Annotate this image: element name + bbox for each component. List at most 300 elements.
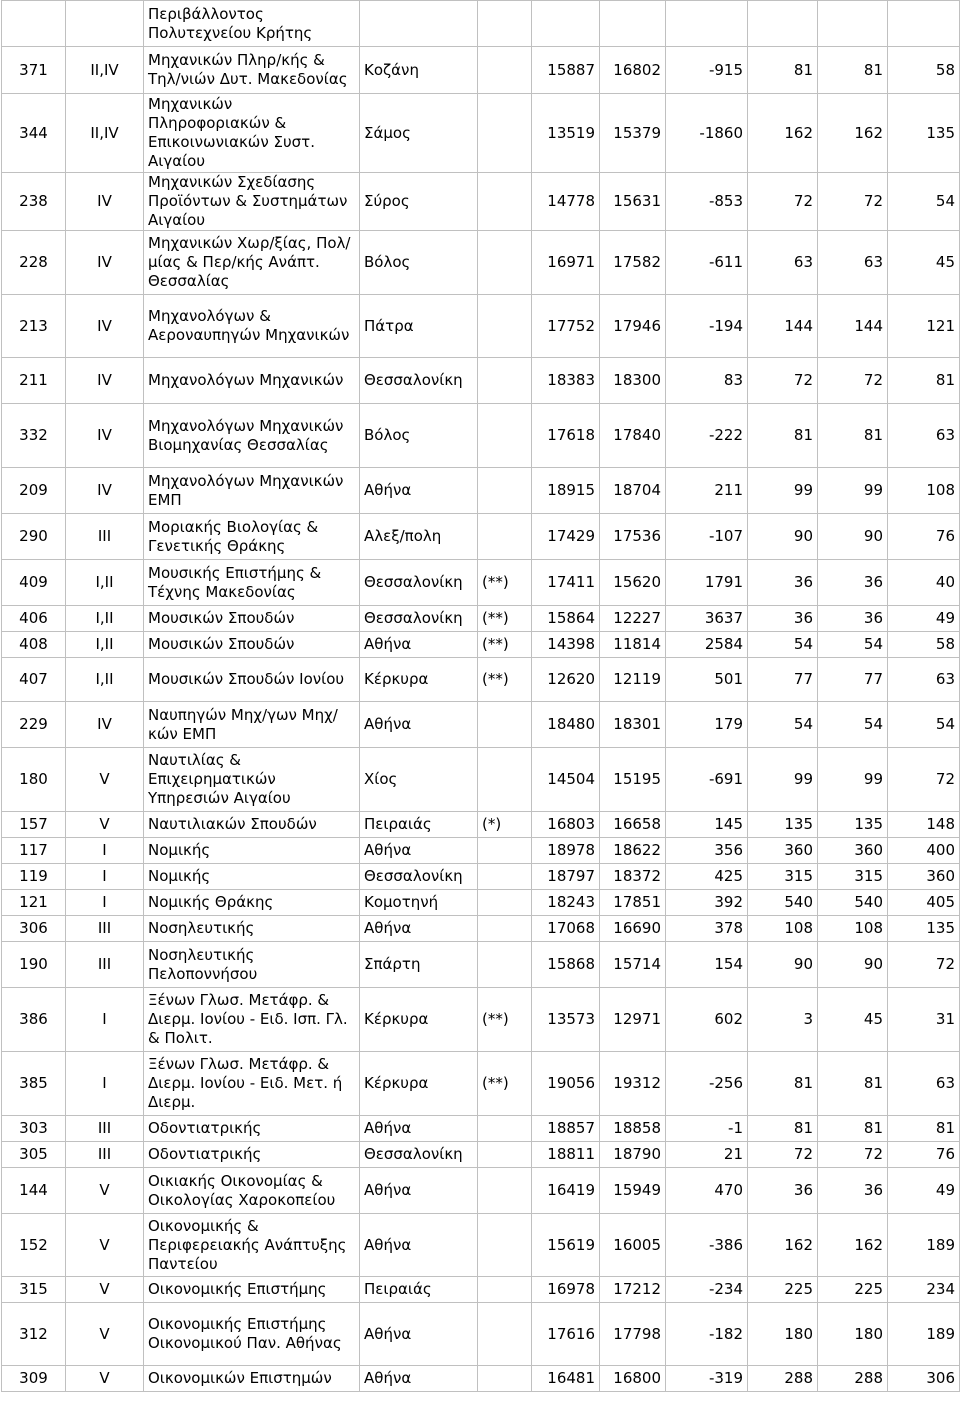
table-row [2, 1, 960, 47]
scientific-field-cell: IV [66, 295, 144, 358]
note-cell [478, 404, 532, 468]
scientific-field-cell: I [66, 1052, 144, 1116]
admitted-cell: 99 [818, 468, 888, 514]
admitted-cell: 54 [818, 632, 888, 658]
department-name-cell: Οικονομικής Επιστήμης Οικονομικού Παν. Αθήνας [144, 1303, 360, 1366]
note-cell [478, 1116, 532, 1142]
department-name-cell: Μηχανολόγων Μηχανικών Βιομηχανίας Θεσσαλίας [144, 404, 360, 468]
score-previous-cell: 17536 [600, 514, 666, 560]
score-previous-cell: 18372 [600, 864, 666, 890]
scientific-field-cell: V [66, 812, 144, 838]
places-cell: 108 [748, 916, 818, 942]
score-difference-cell: -853 [666, 173, 748, 231]
admitted-cell: 144 [818, 295, 888, 358]
results-table [1, 0, 960, 1392]
department-name-cell: Μηχανολόγων & Αεροναυπηγών Μηχανικών [144, 295, 360, 358]
note-cell [478, 295, 532, 358]
score-current-cell: 14398 [532, 632, 600, 658]
score-previous-cell: 18858 [600, 1116, 666, 1142]
scientific-field-cell: V [66, 1168, 144, 1214]
admitted-cell: 315 [818, 864, 888, 890]
score-difference-cell: 83 [666, 358, 748, 404]
score-previous-cell: 16005 [600, 1214, 666, 1277]
scientific-field-cell: V [66, 1303, 144, 1366]
note-cell: (**) [478, 632, 532, 658]
scientific-field-cell: I,II [66, 606, 144, 632]
department-name-cell: Οδοντιατρικής [144, 1116, 360, 1142]
score-current-cell: 13519 [532, 94, 600, 173]
score-previous-cell: 17798 [600, 1303, 666, 1366]
table-row [2, 1116, 960, 1142]
scientific-field-cell: I,II [66, 560, 144, 606]
department-code-cell: 305 [2, 1142, 66, 1168]
admitted-cell [818, 1, 888, 47]
score-previous-cell: 17840 [600, 404, 666, 468]
previous-places-cell: 360 [888, 864, 960, 890]
places-cell: 54 [748, 702, 818, 748]
score-previous-cell: 16690 [600, 916, 666, 942]
score-previous-cell: 15714 [600, 942, 666, 988]
admitted-cell: 36 [818, 560, 888, 606]
scientific-field-cell: IV [66, 404, 144, 468]
department-code-cell: 306 [2, 916, 66, 942]
places-cell: 36 [748, 606, 818, 632]
department-code-cell [2, 1, 66, 47]
scientific-field-cell: IV [66, 173, 144, 231]
previous-places-cell: 72 [888, 748, 960, 812]
score-difference-cell: 602 [666, 988, 748, 1052]
city-cell [360, 1, 478, 47]
places-cell: 225 [748, 1277, 818, 1303]
scientific-field-cell: III [66, 916, 144, 942]
score-current-cell: 17752 [532, 295, 600, 358]
table-row [2, 864, 960, 890]
places-cell: 162 [748, 1214, 818, 1277]
score-current-cell: 17618 [532, 404, 600, 468]
department-code-cell: 211 [2, 358, 66, 404]
score-previous-cell [600, 1, 666, 47]
department-code-cell: 407 [2, 658, 66, 702]
table-row [2, 838, 960, 864]
previous-places-cell: 234 [888, 1277, 960, 1303]
city-cell: Αθήνα [360, 838, 478, 864]
score-previous-cell: 16802 [600, 47, 666, 94]
city-cell: Αθήνα [360, 702, 478, 748]
admitted-cell: 225 [818, 1277, 888, 1303]
department-name-cell: Ναυτιλίας & Επιχειρηματικών Υπηρεσιών Αιγαίου [144, 748, 360, 812]
admitted-cell: 72 [818, 1142, 888, 1168]
department-name-cell: Νοσηλευτικής Πελοποννήσου [144, 942, 360, 988]
table-row [2, 1214, 960, 1277]
department-name-cell: Νομικής [144, 864, 360, 890]
score-difference-cell: 154 [666, 942, 748, 988]
department-code-cell: 385 [2, 1052, 66, 1116]
city-cell: Κέρκυρα [360, 658, 478, 702]
score-current-cell: 18915 [532, 468, 600, 514]
scientific-field-cell: I [66, 988, 144, 1052]
scientific-field-cell: IV [66, 231, 144, 295]
department-code-cell: 229 [2, 702, 66, 748]
scientific-field-cell: I [66, 890, 144, 916]
score-difference-cell: 21 [666, 1142, 748, 1168]
admitted-cell: 99 [818, 748, 888, 812]
city-cell: Αθήνα [360, 1116, 478, 1142]
city-cell: Σάμος [360, 94, 478, 173]
places-cell: 36 [748, 560, 818, 606]
department-code-cell: 332 [2, 404, 66, 468]
score-current-cell: 16803 [532, 812, 600, 838]
previous-places-cell: 63 [888, 404, 960, 468]
score-difference-cell: -256 [666, 1052, 748, 1116]
previous-places-cell: 121 [888, 295, 960, 358]
table-row [2, 658, 960, 702]
score-previous-cell: 16658 [600, 812, 666, 838]
score-current-cell: 13573 [532, 988, 600, 1052]
table-row [2, 1303, 960, 1366]
score-current-cell: 16978 [532, 1277, 600, 1303]
places-cell: 99 [748, 748, 818, 812]
table-row [2, 890, 960, 916]
city-cell: Κέρκυρα [360, 1052, 478, 1116]
previous-places-cell: 76 [888, 514, 960, 560]
admitted-cell: 540 [818, 890, 888, 916]
places-cell: 90 [748, 514, 818, 560]
score-previous-cell: 18622 [600, 838, 666, 864]
places-cell: 90 [748, 942, 818, 988]
department-name-cell: Μηχανικών Σχεδίασης Προϊόντων & Συστημάτων Αιγαίου [144, 173, 360, 231]
score-difference-cell: -386 [666, 1214, 748, 1277]
department-name-cell: Μηχανολόγων Μηχανικών [144, 358, 360, 404]
score-previous-cell: 17946 [600, 295, 666, 358]
department-name-cell: Ναυπηγών Μηχ/γων Μηχ/κών ΕΜΠ [144, 702, 360, 748]
scientific-field-cell: V [66, 748, 144, 812]
table-row [2, 632, 960, 658]
score-previous-cell: 15631 [600, 173, 666, 231]
note-cell [478, 1168, 532, 1214]
places-cell: 540 [748, 890, 818, 916]
places-cell: 72 [748, 358, 818, 404]
note-cell [478, 1214, 532, 1277]
score-difference-cell: 378 [666, 916, 748, 942]
scientific-field-cell: II,IV [66, 94, 144, 173]
note-cell: (**) [478, 658, 532, 702]
score-current-cell: 15864 [532, 606, 600, 632]
score-current-cell: 14504 [532, 748, 600, 812]
admitted-cell: 72 [818, 173, 888, 231]
admitted-cell: 54 [818, 702, 888, 748]
previous-places-cell: 81 [888, 1116, 960, 1142]
score-previous-cell: 18301 [600, 702, 666, 748]
note-cell [478, 748, 532, 812]
places-cell: 72 [748, 1142, 818, 1168]
scientific-field-cell: I,II [66, 632, 144, 658]
table-row [2, 1052, 960, 1116]
previous-places-cell: 81 [888, 358, 960, 404]
score-current-cell: 18797 [532, 864, 600, 890]
note-cell [478, 864, 532, 890]
department-name-cell: Μουσικών Σπουδών [144, 606, 360, 632]
previous-places-cell: 63 [888, 1052, 960, 1116]
note-cell [478, 514, 532, 560]
department-code-cell: 144 [2, 1168, 66, 1214]
department-code-cell: 315 [2, 1277, 66, 1303]
score-difference-cell [666, 1, 748, 47]
previous-places-cell: 49 [888, 606, 960, 632]
table-row [2, 94, 960, 173]
note-cell [478, 942, 532, 988]
previous-places-cell: 189 [888, 1303, 960, 1366]
department-code-cell: 290 [2, 514, 66, 560]
score-difference-cell: -319 [666, 1366, 748, 1392]
places-cell: 288 [748, 1366, 818, 1392]
admitted-cell: 72 [818, 358, 888, 404]
score-difference-cell: -915 [666, 47, 748, 94]
score-difference-cell: 501 [666, 658, 748, 702]
places-cell: 162 [748, 94, 818, 173]
score-difference-cell: 392 [666, 890, 748, 916]
department-code-cell: 344 [2, 94, 66, 173]
admitted-cell: 81 [818, 1116, 888, 1142]
admitted-cell: 81 [818, 1052, 888, 1116]
scientific-field-cell: III [66, 942, 144, 988]
table-row [2, 702, 960, 748]
places-cell: 36 [748, 1168, 818, 1214]
table-row [2, 468, 960, 514]
score-current-cell: 18857 [532, 1116, 600, 1142]
city-cell: Χίος [360, 748, 478, 812]
score-difference-cell: 356 [666, 838, 748, 864]
scientific-field-cell: V [66, 1366, 144, 1392]
city-cell: Κέρκυρα [360, 988, 478, 1052]
score-previous-cell: 17851 [600, 890, 666, 916]
places-cell: 3 [748, 988, 818, 1052]
note-cell [478, 890, 532, 916]
note-cell [478, 1, 532, 47]
score-previous-cell: 19312 [600, 1052, 666, 1116]
department-name-cell: Μηχανικών Πληρ/κής & Τηλ/νιών Δυτ. Μακεδονίας [144, 47, 360, 94]
places-cell: 72 [748, 173, 818, 231]
scientific-field-cell: I [66, 864, 144, 890]
scientific-field-cell: I,II [66, 658, 144, 702]
city-cell: Αθήνα [360, 632, 478, 658]
admitted-cell: 36 [818, 1168, 888, 1214]
score-current-cell: 18243 [532, 890, 600, 916]
score-previous-cell: 17212 [600, 1277, 666, 1303]
note-cell [478, 1303, 532, 1366]
table-row [2, 1366, 960, 1392]
previous-places-cell: 189 [888, 1214, 960, 1277]
score-difference-cell: 3637 [666, 606, 748, 632]
note-cell [478, 916, 532, 942]
admitted-cell: 45 [818, 988, 888, 1052]
score-previous-cell: 15195 [600, 748, 666, 812]
scientific-field-cell: V [66, 1214, 144, 1277]
city-cell: Σύρος [360, 173, 478, 231]
table-body [2, 1, 960, 1392]
admitted-cell: 90 [818, 942, 888, 988]
department-code-cell: 406 [2, 606, 66, 632]
city-cell: Θεσσαλονίκη [360, 560, 478, 606]
department-name-cell: Μηχανικών Πληροφοριακών & Επικοινωνιακών Συστ. Αιγαίου [144, 94, 360, 173]
table-row [2, 748, 960, 812]
department-code-cell: 312 [2, 1303, 66, 1366]
previous-places-cell: 405 [888, 890, 960, 916]
places-cell: 63 [748, 231, 818, 295]
admitted-cell: 135 [818, 812, 888, 838]
department-name-cell: Οικιακής Οικονομίας & Οικολογίας Χαροκοπείου [144, 1168, 360, 1214]
department-code-cell: 213 [2, 295, 66, 358]
places-cell: 180 [748, 1303, 818, 1366]
score-previous-cell: 15379 [600, 94, 666, 173]
score-previous-cell: 15949 [600, 1168, 666, 1214]
previous-places-cell: 63 [888, 658, 960, 702]
department-name-cell: Νομικής [144, 838, 360, 864]
previous-places-cell: 31 [888, 988, 960, 1052]
previous-places-cell: 58 [888, 47, 960, 94]
score-previous-cell: 16800 [600, 1366, 666, 1392]
table-row [2, 942, 960, 988]
department-name-cell: Μηχανικών Χωρ/ξίας, Πολ/μίας & Περ/κής Ανάπτ. Θεσσαλίας [144, 231, 360, 295]
note-cell [478, 1366, 532, 1392]
city-cell: Αθήνα [360, 1214, 478, 1277]
previous-places-cell: 108 [888, 468, 960, 514]
score-difference-cell: 211 [666, 468, 748, 514]
score-current-cell [532, 1, 600, 47]
department-name-cell: Μηχανολόγων Μηχανικών ΕΜΠ [144, 468, 360, 514]
previous-places-cell: 45 [888, 231, 960, 295]
department-code-cell: 157 [2, 812, 66, 838]
table-row [2, 295, 960, 358]
city-cell: Θεσσαλονίκη [360, 1142, 478, 1168]
places-cell: 99 [748, 468, 818, 514]
note-cell [478, 231, 532, 295]
places-cell: 81 [748, 404, 818, 468]
score-current-cell: 16419 [532, 1168, 600, 1214]
note-cell [478, 173, 532, 231]
department-code-cell: 180 [2, 748, 66, 812]
score-current-cell: 15868 [532, 942, 600, 988]
note-cell [478, 47, 532, 94]
score-difference-cell: 470 [666, 1168, 748, 1214]
previous-places-cell: 58 [888, 632, 960, 658]
score-previous-cell: 17582 [600, 231, 666, 295]
note-cell: (**) [478, 1052, 532, 1116]
score-previous-cell: 11814 [600, 632, 666, 658]
score-difference-cell: -1 [666, 1116, 748, 1142]
note-cell: (**) [478, 988, 532, 1052]
city-cell: Αθήνα [360, 916, 478, 942]
score-difference-cell: -234 [666, 1277, 748, 1303]
admitted-cell: 77 [818, 658, 888, 702]
score-previous-cell: 18704 [600, 468, 666, 514]
scientific-field-cell: III [66, 1142, 144, 1168]
places-cell: 77 [748, 658, 818, 702]
score-previous-cell: 12119 [600, 658, 666, 702]
admitted-cell: 288 [818, 1366, 888, 1392]
department-name-cell: Νομικής Θράκης [144, 890, 360, 916]
places-cell: 81 [748, 47, 818, 94]
note-cell [478, 702, 532, 748]
admitted-cell: 90 [818, 514, 888, 560]
score-difference-cell: -107 [666, 514, 748, 560]
department-name-cell: Ξένων Γλωσ. Μετάφρ. & Διερμ. Ιονίου - Ειδ. Ισπ. Γλ. & Πολιτ. [144, 988, 360, 1052]
city-cell: Θεσσαλονίκη [360, 358, 478, 404]
note-cell [478, 358, 532, 404]
admitted-cell: 180 [818, 1303, 888, 1366]
previous-places-cell: 72 [888, 942, 960, 988]
places-cell: 54 [748, 632, 818, 658]
note-cell [478, 94, 532, 173]
table-row [2, 231, 960, 295]
previous-places-cell: 148 [888, 812, 960, 838]
score-difference-cell: -1860 [666, 94, 748, 173]
department-name-cell: Οικονομικής Επιστήμης [144, 1277, 360, 1303]
admitted-cell: 36 [818, 606, 888, 632]
note-cell: (*) [478, 812, 532, 838]
department-name-cell: Μοριακής Βιολογίας & Γενετικής Θράκης [144, 514, 360, 560]
city-cell: Βόλος [360, 231, 478, 295]
previous-places-cell: 54 [888, 173, 960, 231]
score-previous-cell: 18300 [600, 358, 666, 404]
score-difference-cell: 179 [666, 702, 748, 748]
table-row [2, 1168, 960, 1214]
scientific-field-cell: III [66, 1116, 144, 1142]
table-row [2, 916, 960, 942]
city-cell: Βόλος [360, 404, 478, 468]
city-cell: Πειραιάς [360, 1277, 478, 1303]
department-code-cell: 209 [2, 468, 66, 514]
score-current-cell: 15619 [532, 1214, 600, 1277]
scientific-field-cell [66, 1, 144, 47]
city-cell: Αθήνα [360, 1366, 478, 1392]
score-current-cell: 16481 [532, 1366, 600, 1392]
score-current-cell: 19056 [532, 1052, 600, 1116]
score-difference-cell: 425 [666, 864, 748, 890]
table-row [2, 1142, 960, 1168]
department-name-cell: Ξένων Γλωσ. Μετάφρ. & Διερμ. Ιονίου - Ειδ. Μετ. ή Διερμ. [144, 1052, 360, 1116]
places-cell [748, 1, 818, 47]
note-cell: (**) [478, 606, 532, 632]
department-code-cell: 190 [2, 942, 66, 988]
places-cell: 81 [748, 1052, 818, 1116]
previous-places-cell: 40 [888, 560, 960, 606]
scientific-field-cell: IV [66, 358, 144, 404]
score-current-cell: 17411 [532, 560, 600, 606]
department-code-cell: 309 [2, 1366, 66, 1392]
scientific-field-cell: IV [66, 702, 144, 748]
department-code-cell: 228 [2, 231, 66, 295]
admitted-cell: 81 [818, 47, 888, 94]
places-cell: 135 [748, 812, 818, 838]
city-cell: Κοζάνη [360, 47, 478, 94]
score-current-cell: 18978 [532, 838, 600, 864]
department-code-cell: 117 [2, 838, 66, 864]
note-cell [478, 1277, 532, 1303]
department-code-cell: 409 [2, 560, 66, 606]
city-cell: Αθήνα [360, 1168, 478, 1214]
score-difference-cell: -611 [666, 231, 748, 295]
score-current-cell: 14778 [532, 173, 600, 231]
table-row [2, 358, 960, 404]
department-name-cell: Οδοντιατρικής [144, 1142, 360, 1168]
score-current-cell: 17429 [532, 514, 600, 560]
note-cell [478, 838, 532, 864]
table-row [2, 173, 960, 231]
score-previous-cell: 12227 [600, 606, 666, 632]
scientific-field-cell: II,IV [66, 47, 144, 94]
department-name-cell: Μουσικών Σπουδών [144, 632, 360, 658]
city-cell: Σπάρτη [360, 942, 478, 988]
